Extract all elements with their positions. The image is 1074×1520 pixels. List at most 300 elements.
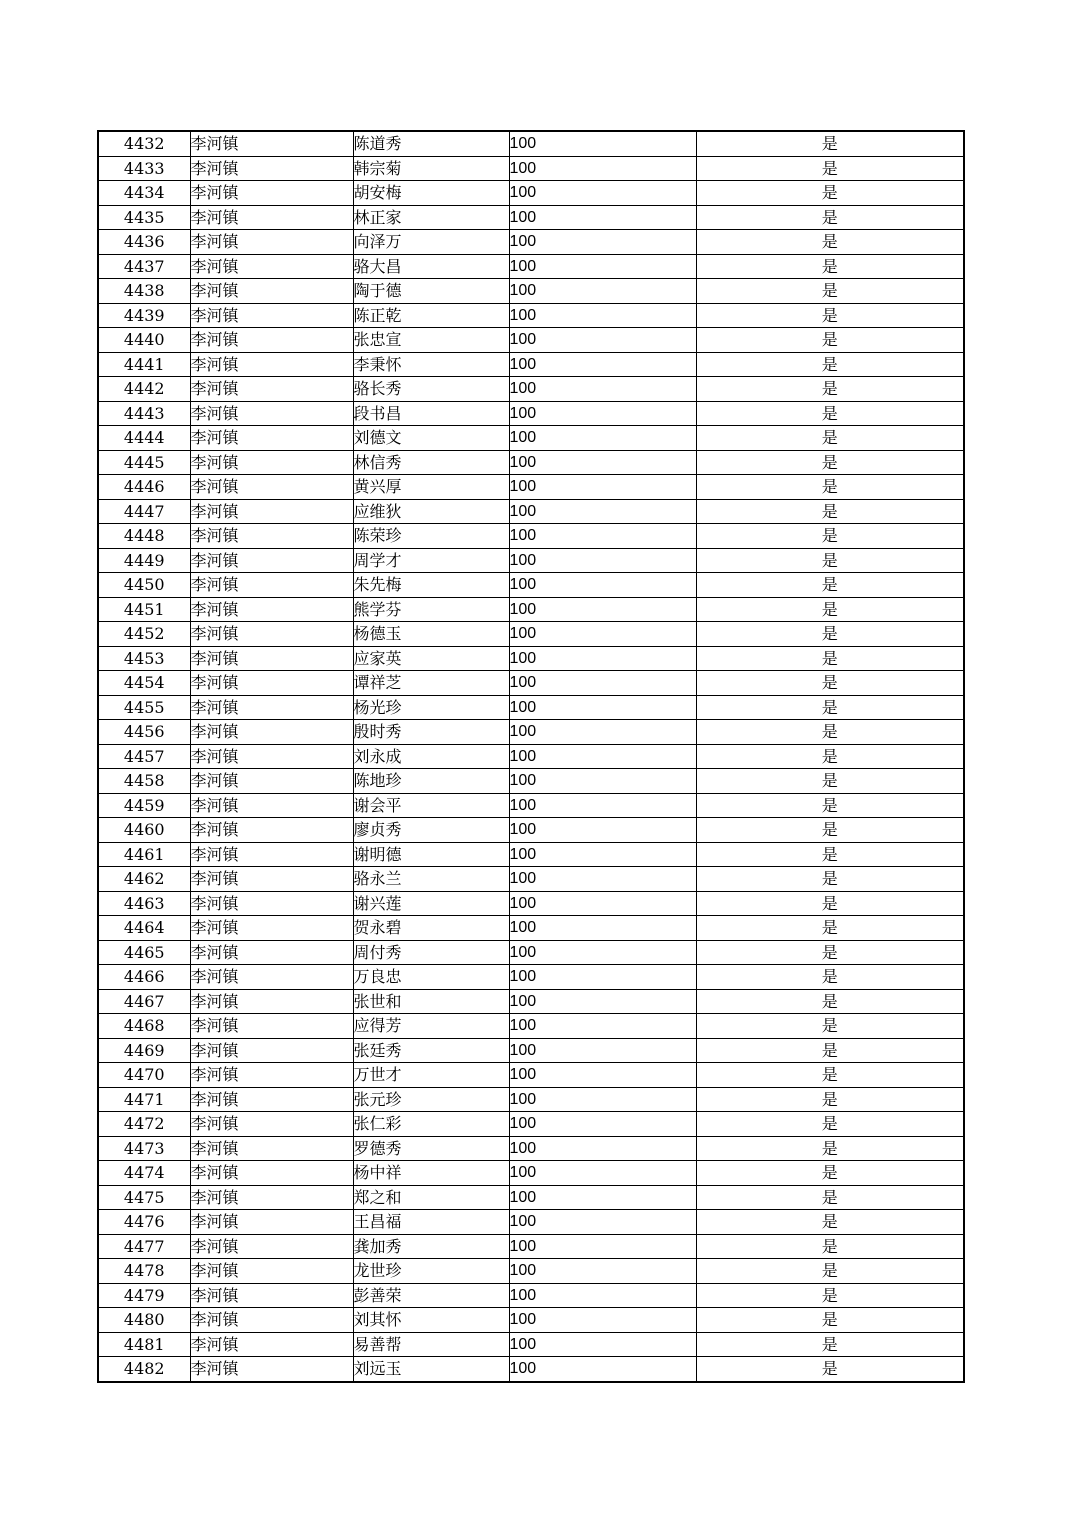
- status-cell: 是: [696, 989, 964, 1014]
- row-number-cell: 4461: [98, 842, 190, 867]
- amount-cell: 100: [509, 426, 696, 451]
- town-cell: 李河镇: [190, 573, 353, 598]
- row-number-cell: 4435: [98, 205, 190, 230]
- town-cell: 李河镇: [190, 646, 353, 671]
- town-cell: 李河镇: [190, 1063, 353, 1088]
- town-cell: 李河镇: [190, 1308, 353, 1333]
- amount-cell: 100: [509, 891, 696, 916]
- status-cell: 是: [696, 1283, 964, 1308]
- table-row: [98, 1308, 964, 1333]
- town-cell: 李河镇: [190, 891, 353, 916]
- table-row: [98, 916, 964, 941]
- town-cell: 李河镇: [190, 1332, 353, 1357]
- town-cell: 李河镇: [190, 818, 353, 843]
- row-number-cell: 4453: [98, 646, 190, 671]
- town-cell: 李河镇: [190, 1185, 353, 1210]
- status-cell: 是: [696, 1357, 964, 1382]
- town-cell: 李河镇: [190, 744, 353, 769]
- row-number-cell: 4439: [98, 303, 190, 328]
- name-cell: 刘永成: [353, 744, 509, 769]
- data-table: [97, 130, 965, 1383]
- status-cell: 是: [696, 279, 964, 304]
- row-number-cell: 4462: [98, 867, 190, 892]
- town-cell: 李河镇: [190, 695, 353, 720]
- table-row: [98, 1210, 964, 1235]
- row-number-cell: 4445: [98, 450, 190, 475]
- status-cell: 是: [696, 695, 964, 720]
- town-cell: 李河镇: [190, 793, 353, 818]
- row-number-cell: 4465: [98, 940, 190, 965]
- table-row: [98, 1112, 964, 1137]
- table-row: [98, 230, 964, 255]
- row-number-cell: 4437: [98, 254, 190, 279]
- row-number-cell: 4464: [98, 916, 190, 941]
- amount-cell: 100: [509, 573, 696, 598]
- status-cell: 是: [696, 573, 964, 598]
- town-cell: 李河镇: [190, 303, 353, 328]
- name-cell: 骆大昌: [353, 254, 509, 279]
- name-cell: 罗德秀: [353, 1136, 509, 1161]
- name-cell: 林正家: [353, 205, 509, 230]
- status-cell: 是: [696, 181, 964, 206]
- amount-cell: 100: [509, 548, 696, 573]
- status-cell: 是: [696, 622, 964, 647]
- status-cell: 是: [696, 156, 964, 181]
- table-row: [98, 475, 964, 500]
- amount-cell: 100: [509, 1087, 696, 1112]
- name-cell: 韩宗菊: [353, 156, 509, 181]
- row-number-cell: 4466: [98, 965, 190, 990]
- name-cell: 张廷秀: [353, 1038, 509, 1063]
- row-number-cell: 4469: [98, 1038, 190, 1063]
- row-number-cell: 4455: [98, 695, 190, 720]
- amount-cell: 100: [509, 720, 696, 745]
- name-cell: 殷时秀: [353, 720, 509, 745]
- name-cell: 杨中祥: [353, 1161, 509, 1186]
- table-row: [98, 377, 964, 402]
- amount-cell: 100: [509, 279, 696, 304]
- row-number-cell: 4446: [98, 475, 190, 500]
- table-row: [98, 1357, 964, 1382]
- town-cell: 李河镇: [190, 1357, 353, 1382]
- amount-cell: 100: [509, 818, 696, 843]
- town-cell: 李河镇: [190, 401, 353, 426]
- amount-cell: 100: [509, 1234, 696, 1259]
- amount-cell: 100: [509, 254, 696, 279]
- amount-cell: 100: [509, 156, 696, 181]
- amount-cell: 100: [509, 1112, 696, 1137]
- amount-cell: 100: [509, 842, 696, 867]
- name-cell: 周学才: [353, 548, 509, 573]
- name-cell: 李秉怀: [353, 352, 509, 377]
- row-number-cell: 4472: [98, 1112, 190, 1137]
- town-cell: 李河镇: [190, 352, 353, 377]
- table-row: [98, 548, 964, 573]
- town-cell: 李河镇: [190, 205, 353, 230]
- table-row: [98, 426, 964, 451]
- status-cell: 是: [696, 328, 964, 353]
- row-number-cell: 4479: [98, 1283, 190, 1308]
- name-cell: 段书昌: [353, 401, 509, 426]
- table-row: [98, 622, 964, 647]
- name-cell: 万世才: [353, 1063, 509, 1088]
- row-number-cell: 4471: [98, 1087, 190, 1112]
- amount-cell: 100: [509, 1136, 696, 1161]
- town-cell: 李河镇: [190, 475, 353, 500]
- town-cell: 李河镇: [190, 1283, 353, 1308]
- status-cell: 是: [696, 1038, 964, 1063]
- name-cell: 杨德玉: [353, 622, 509, 647]
- table-row: [98, 671, 964, 696]
- table-row: [98, 818, 964, 843]
- name-cell: 应家英: [353, 646, 509, 671]
- town-cell: 李河镇: [190, 328, 353, 353]
- town-cell: 李河镇: [190, 377, 353, 402]
- status-cell: 是: [696, 940, 964, 965]
- amount-cell: 100: [509, 646, 696, 671]
- row-number-cell: 4482: [98, 1357, 190, 1382]
- row-number-cell: 4460: [98, 818, 190, 843]
- amount-cell: 100: [509, 1283, 696, 1308]
- amount-cell: 100: [509, 377, 696, 402]
- table-row: [98, 1087, 964, 1112]
- name-cell: 向泽万: [353, 230, 509, 255]
- amount-cell: 100: [509, 989, 696, 1014]
- table-row: [98, 720, 964, 745]
- name-cell: 陈道秀: [353, 131, 509, 156]
- name-cell: 朱先梅: [353, 573, 509, 598]
- name-cell: 林信秀: [353, 450, 509, 475]
- amount-cell: 100: [509, 524, 696, 549]
- table-row: [98, 156, 964, 181]
- status-cell: 是: [696, 475, 964, 500]
- status-cell: 是: [696, 131, 964, 156]
- town-cell: 李河镇: [190, 989, 353, 1014]
- row-number-cell: 4456: [98, 720, 190, 745]
- town-cell: 李河镇: [190, 1161, 353, 1186]
- name-cell: 刘其怀: [353, 1308, 509, 1333]
- status-cell: 是: [696, 1112, 964, 1137]
- amount-cell: 100: [509, 769, 696, 794]
- table-row: [98, 352, 964, 377]
- amount-cell: 100: [509, 499, 696, 524]
- name-cell: 胡安梅: [353, 181, 509, 206]
- amount-cell: 100: [509, 793, 696, 818]
- amount-cell: 100: [509, 303, 696, 328]
- amount-cell: 100: [509, 450, 696, 475]
- status-cell: 是: [696, 401, 964, 426]
- status-cell: 是: [696, 646, 964, 671]
- amount-cell: 100: [509, 131, 696, 156]
- row-number-cell: 4438: [98, 279, 190, 304]
- status-cell: 是: [696, 965, 964, 990]
- amount-cell: 100: [509, 916, 696, 941]
- name-cell: 黄兴厚: [353, 475, 509, 500]
- row-number-cell: 4442: [98, 377, 190, 402]
- row-number-cell: 4447: [98, 499, 190, 524]
- table-row: [98, 1332, 964, 1357]
- town-cell: 李河镇: [190, 1112, 353, 1137]
- table-row: [98, 891, 964, 916]
- town-cell: 李河镇: [190, 499, 353, 524]
- table-row: [98, 181, 964, 206]
- name-cell: 万良忠: [353, 965, 509, 990]
- status-cell: 是: [696, 303, 964, 328]
- amount-cell: 100: [509, 1161, 696, 1186]
- table-row: [98, 1038, 964, 1063]
- table-row: [98, 328, 964, 353]
- status-cell: 是: [696, 597, 964, 622]
- town-cell: 李河镇: [190, 279, 353, 304]
- row-number-cell: 4473: [98, 1136, 190, 1161]
- row-number-cell: 4480: [98, 1308, 190, 1333]
- name-cell: 周付秀: [353, 940, 509, 965]
- name-cell: 郑之和: [353, 1185, 509, 1210]
- row-number-cell: 4457: [98, 744, 190, 769]
- status-cell: 是: [696, 744, 964, 769]
- name-cell: 张仁彩: [353, 1112, 509, 1137]
- town-cell: 李河镇: [190, 867, 353, 892]
- row-number-cell: 4444: [98, 426, 190, 451]
- name-cell: 陶于德: [353, 279, 509, 304]
- table-row: [98, 254, 964, 279]
- amount-cell: 100: [509, 230, 696, 255]
- town-cell: 李河镇: [190, 181, 353, 206]
- town-cell: 李河镇: [190, 426, 353, 451]
- name-cell: 谭祥芝: [353, 671, 509, 696]
- row-number-cell: 4454: [98, 671, 190, 696]
- table-row: [98, 1283, 964, 1308]
- town-cell: 李河镇: [190, 1234, 353, 1259]
- town-cell: 李河镇: [190, 965, 353, 990]
- row-number-cell: 4459: [98, 793, 190, 818]
- status-cell: 是: [696, 377, 964, 402]
- status-cell: 是: [696, 426, 964, 451]
- status-cell: 是: [696, 352, 964, 377]
- town-cell: 李河镇: [190, 230, 353, 255]
- status-cell: 是: [696, 1063, 964, 1088]
- town-cell: 李河镇: [190, 450, 353, 475]
- name-cell: 张世和: [353, 989, 509, 1014]
- status-cell: 是: [696, 867, 964, 892]
- amount-cell: 100: [509, 1308, 696, 1333]
- name-cell: 骆永兰: [353, 867, 509, 892]
- row-number-cell: 4448: [98, 524, 190, 549]
- town-cell: 李河镇: [190, 1210, 353, 1235]
- status-cell: 是: [696, 891, 964, 916]
- town-cell: 李河镇: [190, 769, 353, 794]
- amount-cell: 100: [509, 1357, 696, 1382]
- name-cell: 刘德文: [353, 426, 509, 451]
- amount-cell: 100: [509, 181, 696, 206]
- row-number-cell: 4481: [98, 1332, 190, 1357]
- town-cell: 李河镇: [190, 524, 353, 549]
- status-cell: 是: [696, 1161, 964, 1186]
- status-cell: 是: [696, 818, 964, 843]
- town-cell: 李河镇: [190, 1087, 353, 1112]
- row-number-cell: 4476: [98, 1210, 190, 1235]
- row-number-cell: 4458: [98, 769, 190, 794]
- table-row: [98, 401, 964, 426]
- table-row: [98, 205, 964, 230]
- town-cell: 李河镇: [190, 1136, 353, 1161]
- row-number-cell: 4450: [98, 573, 190, 598]
- status-cell: 是: [696, 548, 964, 573]
- table-row: [98, 303, 964, 328]
- name-cell: 陈正乾: [353, 303, 509, 328]
- status-cell: 是: [696, 1136, 964, 1161]
- amount-cell: 100: [509, 597, 696, 622]
- table-row: [98, 499, 964, 524]
- town-cell: 李河镇: [190, 940, 353, 965]
- town-cell: 李河镇: [190, 254, 353, 279]
- row-number-cell: 4449: [98, 548, 190, 573]
- status-cell: 是: [696, 450, 964, 475]
- table-row: [98, 1185, 964, 1210]
- row-number-cell: 4433: [98, 156, 190, 181]
- amount-cell: 100: [509, 744, 696, 769]
- status-cell: 是: [696, 1234, 964, 1259]
- name-cell: 谢兴莲: [353, 891, 509, 916]
- row-number-cell: 4467: [98, 989, 190, 1014]
- row-number-cell: 4474: [98, 1161, 190, 1186]
- name-cell: 张元珍: [353, 1087, 509, 1112]
- table-row: [98, 1136, 964, 1161]
- status-cell: 是: [696, 720, 964, 745]
- town-cell: 李河镇: [190, 548, 353, 573]
- amount-cell: 100: [509, 622, 696, 647]
- row-number-cell: 4443: [98, 401, 190, 426]
- town-cell: 李河镇: [190, 720, 353, 745]
- name-cell: 陈地珍: [353, 769, 509, 794]
- status-cell: 是: [696, 1210, 964, 1235]
- table-row: [98, 695, 964, 720]
- status-cell: 是: [696, 205, 964, 230]
- name-cell: 熊学芬: [353, 597, 509, 622]
- row-number-cell: 4468: [98, 1014, 190, 1039]
- table-row: [98, 1259, 964, 1284]
- town-cell: 李河镇: [190, 1038, 353, 1063]
- status-cell: 是: [696, 916, 964, 941]
- amount-cell: 100: [509, 1185, 696, 1210]
- name-cell: 张忠宣: [353, 328, 509, 353]
- amount-cell: 100: [509, 940, 696, 965]
- town-cell: 李河镇: [190, 671, 353, 696]
- table-row: [98, 524, 964, 549]
- amount-cell: 100: [509, 1014, 696, 1039]
- table-row: [98, 1063, 964, 1088]
- amount-cell: 100: [509, 1332, 696, 1357]
- town-cell: 李河镇: [190, 1014, 353, 1039]
- table-row: [98, 1014, 964, 1039]
- amount-cell: 100: [509, 867, 696, 892]
- amount-cell: 100: [509, 965, 696, 990]
- amount-cell: 100: [509, 1038, 696, 1063]
- table-row: [98, 1234, 964, 1259]
- table-row: [98, 450, 964, 475]
- row-number-cell: 4432: [98, 131, 190, 156]
- name-cell: 龙世珍: [353, 1259, 509, 1284]
- status-cell: 是: [696, 1259, 964, 1284]
- amount-cell: 100: [509, 475, 696, 500]
- status-cell: 是: [696, 1087, 964, 1112]
- town-cell: 李河镇: [190, 622, 353, 647]
- table-row: [98, 573, 964, 598]
- name-cell: 应维狄: [353, 499, 509, 524]
- status-cell: 是: [696, 842, 964, 867]
- name-cell: 陈荣珍: [353, 524, 509, 549]
- table-row: [98, 131, 964, 156]
- town-cell: 李河镇: [190, 916, 353, 941]
- status-cell: 是: [696, 1014, 964, 1039]
- status-cell: 是: [696, 254, 964, 279]
- name-cell: 贺永碧: [353, 916, 509, 941]
- row-number-cell: 4441: [98, 352, 190, 377]
- status-cell: 是: [696, 499, 964, 524]
- status-cell: 是: [696, 671, 964, 696]
- town-cell: 李河镇: [190, 597, 353, 622]
- row-number-cell: 4452: [98, 622, 190, 647]
- table-row: [98, 1161, 964, 1186]
- name-cell: 杨光珍: [353, 695, 509, 720]
- row-number-cell: 4477: [98, 1234, 190, 1259]
- status-cell: 是: [696, 1332, 964, 1357]
- amount-cell: 100: [509, 205, 696, 230]
- town-cell: 李河镇: [190, 131, 353, 156]
- table-row: [98, 965, 964, 990]
- status-cell: 是: [696, 524, 964, 549]
- table-row: [98, 597, 964, 622]
- row-number-cell: 4434: [98, 181, 190, 206]
- table-row: [98, 769, 964, 794]
- row-number-cell: 4478: [98, 1259, 190, 1284]
- table-row: [98, 940, 964, 965]
- table-row: [98, 989, 964, 1014]
- table-body: [98, 131, 964, 1382]
- name-cell: 骆长秀: [353, 377, 509, 402]
- name-cell: 谢会平: [353, 793, 509, 818]
- amount-cell: 100: [509, 1063, 696, 1088]
- amount-cell: 100: [509, 671, 696, 696]
- row-number-cell: 4436: [98, 230, 190, 255]
- row-number-cell: 4440: [98, 328, 190, 353]
- status-cell: 是: [696, 230, 964, 255]
- status-cell: 是: [696, 793, 964, 818]
- row-number-cell: 4475: [98, 1185, 190, 1210]
- name-cell: 应得芳: [353, 1014, 509, 1039]
- town-cell: 李河镇: [190, 156, 353, 181]
- row-number-cell: 4470: [98, 1063, 190, 1088]
- amount-cell: 100: [509, 352, 696, 377]
- row-number-cell: 4451: [98, 597, 190, 622]
- table-row: [98, 793, 964, 818]
- amount-cell: 100: [509, 328, 696, 353]
- name-cell: 彭善荣: [353, 1283, 509, 1308]
- amount-cell: 100: [509, 1259, 696, 1284]
- status-cell: 是: [696, 1185, 964, 1210]
- town-cell: 李河镇: [190, 1259, 353, 1284]
- name-cell: 刘远玉: [353, 1357, 509, 1382]
- amount-cell: 100: [509, 1210, 696, 1235]
- status-cell: 是: [696, 769, 964, 794]
- table-row: [98, 646, 964, 671]
- name-cell: 龚加秀: [353, 1234, 509, 1259]
- amount-cell: 100: [509, 695, 696, 720]
- town-cell: 李河镇: [190, 842, 353, 867]
- name-cell: 谢明德: [353, 842, 509, 867]
- name-cell: 王昌福: [353, 1210, 509, 1235]
- name-cell: 易善帮: [353, 1332, 509, 1357]
